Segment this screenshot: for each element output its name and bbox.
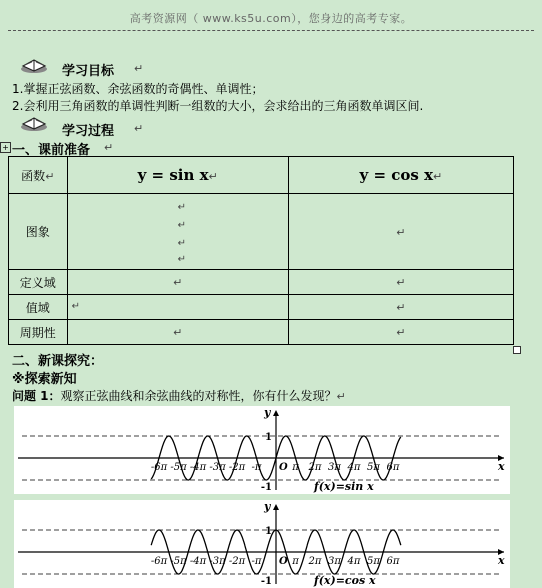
table-cell-cos-graph[interactable]: ↵ xyxy=(288,194,513,270)
table-header-cos: y = cos x↵ xyxy=(288,157,513,194)
x-tick-label: -π xyxy=(251,462,262,473)
origin-label: O xyxy=(279,462,288,473)
prep-title: 一、课前准备 xyxy=(12,143,91,158)
y-axis-label: y xyxy=(264,406,271,419)
x-tick-label: -5π xyxy=(170,556,187,567)
table-cell-sin-period[interactable]: ↵ xyxy=(67,320,288,345)
x-axis-label: x xyxy=(498,554,505,567)
new-lesson-title: 二、新课探究： xyxy=(12,354,104,369)
x-tick-label: 5π xyxy=(367,462,380,473)
table-row-label-graph: 图象 xyxy=(9,194,68,270)
paragraph-mark: ↵ xyxy=(134,62,144,75)
goal-item-2: 2.会利用三角函数的单调性判断一组数的大小，会求给出的三角函数单调区间. xyxy=(12,99,424,113)
table-cell-sin-range[interactable]: ↵ xyxy=(67,295,288,320)
table-row-label-domain: 定义域 xyxy=(9,270,68,295)
x-tick-label: -π xyxy=(251,556,262,567)
x-tick-label: 4π xyxy=(347,556,361,567)
origin-label: O xyxy=(279,556,288,567)
y-axis-arrow-icon xyxy=(273,410,279,416)
paragraph-mark: ↵ xyxy=(104,141,114,154)
x-tick-label: -5π xyxy=(170,462,187,473)
y-tick-label-top: 1 xyxy=(265,432,272,443)
x-tick-label: -6π xyxy=(150,556,168,567)
x-tick-label: -3π xyxy=(209,556,226,567)
table-move-handle[interactable]: + xyxy=(0,142,11,153)
process-title: 学习过程 xyxy=(62,124,115,139)
x-tick-label: 3π xyxy=(328,462,341,473)
header-divider xyxy=(8,30,534,31)
y-tick-label-bottom: -1 xyxy=(260,482,272,493)
function-label: f(x)=sin x xyxy=(314,480,374,493)
x-tick-label: 2π xyxy=(308,462,322,473)
y-tick-label-top: 1 xyxy=(265,526,272,537)
table-header-sin: y = sin x↵ xyxy=(67,157,288,194)
x-tick-label: -3π xyxy=(209,462,226,473)
table-cell-sin-graph[interactable]: ↵ ↵ ↵ ↵ xyxy=(67,194,288,270)
x-tick-label: π xyxy=(292,556,299,567)
y-tick-label-bottom: -1 xyxy=(260,576,272,587)
x-tick-label: π xyxy=(292,462,299,473)
cosine-graph xyxy=(14,500,510,588)
y-axis-arrow-icon xyxy=(273,504,279,510)
table-row-label-period: 周期性 xyxy=(9,320,68,345)
table-cell-sin-domain[interactable]: ↵ xyxy=(67,270,288,295)
y-axis-label: y xyxy=(264,500,271,513)
goal-item-1: 1.掌握正弦函数、余弦函数的奇偶性、单调性； xyxy=(12,82,264,96)
function-label: f(x)=cos x xyxy=(314,574,376,587)
question-1: 问题 1：观察正弦曲线和余弦曲线的对称性，你有什么发现？↵ xyxy=(12,389,346,403)
x-axis-label: x xyxy=(498,460,505,473)
x-tick-label: 5π xyxy=(367,556,380,567)
x-tick-label: 6π xyxy=(386,556,400,567)
paragraph-mark: ↵ xyxy=(134,122,144,135)
x-tick-label: -6π xyxy=(150,462,168,473)
function-table xyxy=(8,156,514,345)
x-tick-label: -4π xyxy=(189,462,207,473)
x-tick-label: 3π xyxy=(328,556,341,567)
book-icon xyxy=(20,56,48,74)
book-icon xyxy=(20,114,48,132)
goals-title: 学习目标 xyxy=(62,64,115,79)
x-tick-label: -2π xyxy=(228,462,246,473)
table-resize-handle[interactable] xyxy=(513,346,521,354)
explore-title: ※探索新知 xyxy=(12,372,77,387)
x-tick-label: 6π xyxy=(386,462,400,473)
page-header: 高考资源网（ www.ks5u.com），您身边的高考专家。 xyxy=(129,12,413,25)
x-tick-label: -2π xyxy=(228,556,246,567)
x-tick-label: 4π xyxy=(347,462,361,473)
table-cell-cos-domain[interactable]: ↵ xyxy=(288,270,513,295)
table-header-label: 函数↵ xyxy=(9,157,68,194)
x-tick-label: -4π xyxy=(189,556,207,567)
sine-graph xyxy=(14,406,510,494)
x-tick-label: 2π xyxy=(308,556,322,567)
table-row-label-range: 值域 xyxy=(9,295,68,320)
table-cell-cos-period[interactable]: ↵ xyxy=(288,320,513,345)
table-cell-cos-range[interactable]: ↵ xyxy=(288,295,513,320)
